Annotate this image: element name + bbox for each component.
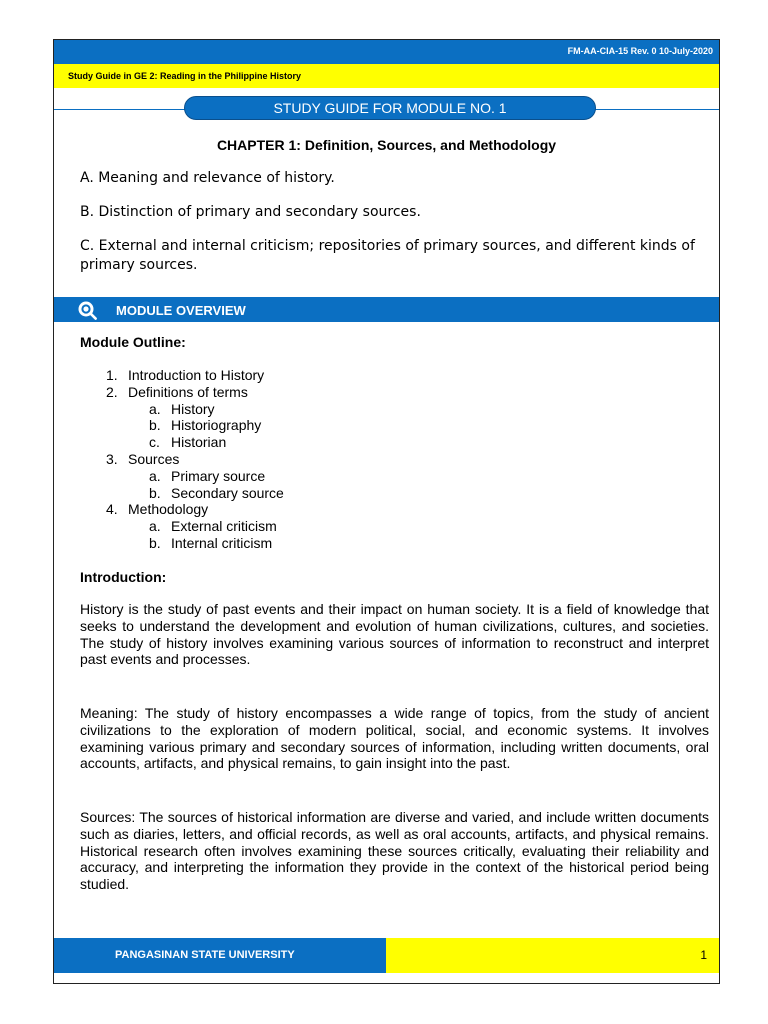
list-item: c. Historian xyxy=(149,434,227,451)
guide-title: STUDY GUIDE FOR MODULE NO. 1 xyxy=(184,96,596,120)
list-item: a. History xyxy=(149,400,215,417)
topic-item: A. Meaning and relevance of history. xyxy=(80,170,335,186)
list-item: b. Historiography xyxy=(149,417,262,434)
chapter-title: CHAPTER 1: Definition, Sources, and Methodology xyxy=(216,137,557,153)
list-item: 3. Sources xyxy=(106,450,180,467)
magnifier-icon xyxy=(77,300,97,320)
page-number: 1 xyxy=(700,948,707,962)
module-outline-heading: Module Outline: xyxy=(80,334,186,350)
course-title: Study Guide in GE 2: Reading in the Philippine History xyxy=(68,71,302,81)
list-item: a. Primary source xyxy=(149,467,266,484)
list-item: b. Secondary source xyxy=(149,484,284,501)
university-name: PANGASINAN STATE UNIVERSITY xyxy=(115,949,295,961)
list-item: 1. Introduction to History xyxy=(106,367,265,383)
footer-university-block xyxy=(54,938,386,973)
meaning-paragraph: Meaning: The study of history encompasses a wide range of topics, from the study of ancient civilizations to the exploration of modern political, social, and economic systems. It involves examining various primary and secondary sources of information, including written documents, oral accounts, artifacts, and physical remains, to gain insight into the past. xyxy=(80,705,709,772)
introduction-paragraph: History is the study of past events and their impact on human society. It is a field of knowledge that seeks to understand the development and evolution of human civilizations, cultures, and societies. The study of history involves examining various sources of information to reconstruct and interpret past events and processes. xyxy=(80,601,709,668)
sources-paragraph: Sources: The sources of historical information are diverse and varied, and include written documents such as diaries, letters, and official records, as well as oral accounts, artifacts, and physical remains. Historical research often involves examining these sources critically, evaluating their reliability and accuracy, and interpreting the information they provide in the context of the historical period being studied. xyxy=(80,809,709,893)
topic-item: B. Distinction of primary and secondary sources. xyxy=(80,204,421,220)
introduction-heading: Introduction: xyxy=(80,569,167,585)
course-banner xyxy=(54,64,719,88)
list-item: b. Internal criticism xyxy=(149,534,273,551)
header-bar xyxy=(54,40,719,64)
topic-item: C. External and internal criticism; repositories of primary sources, and different kinds of primary sources. xyxy=(80,238,695,273)
document-page xyxy=(53,39,720,984)
footer-page-block xyxy=(386,938,719,973)
list-item: a. External criticism xyxy=(149,518,277,535)
list-item: 2. Definitions of terms xyxy=(106,383,248,400)
module-overview-bar xyxy=(54,297,719,322)
form-code: FM-AA-CIA-15 Rev. 0 10-July-2020 xyxy=(567,46,713,56)
module-overview-label: MODULE OVERVIEW xyxy=(116,303,246,318)
module-outline-list xyxy=(106,367,284,552)
list-item: 4. Methodology xyxy=(106,501,209,518)
